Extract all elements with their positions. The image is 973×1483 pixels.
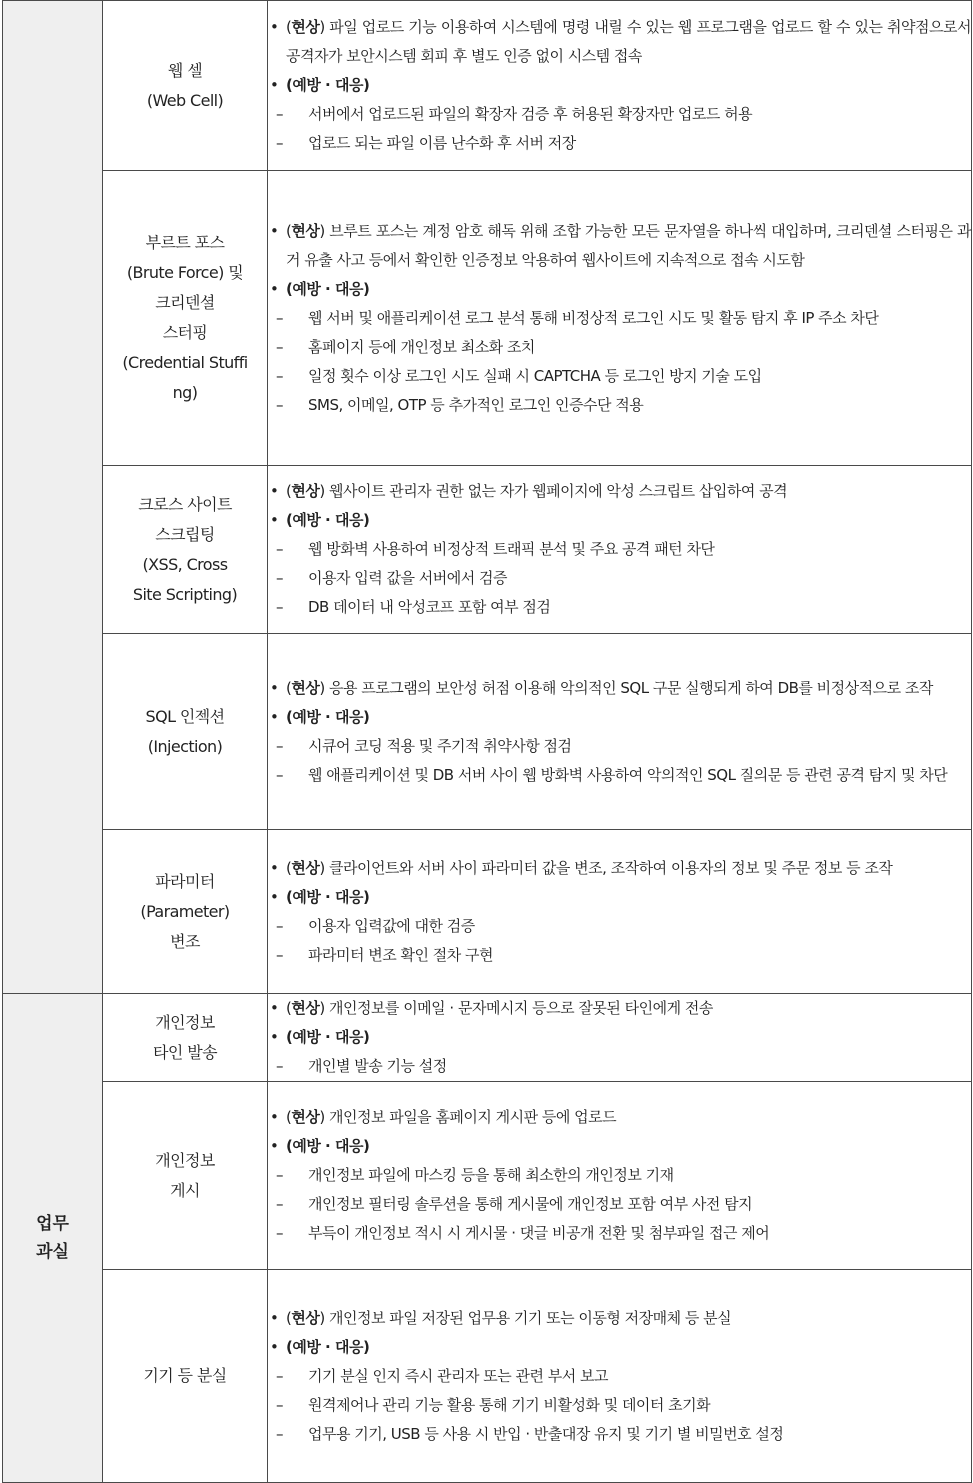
current-situation xyxy=(268,1304,971,1333)
threat-name-line: 스터핑 xyxy=(162,323,208,342)
threat-name-line: (Credential Stuffi xyxy=(122,353,248,372)
current-text: 브루트 포스는 계정 암호 해독 위해 조합 가능한 모든 문자열을 하나씩 대입하며, 크리덴셜 스터핑은 과거 유출 사고 등에서 확인한 인증정보 악용하여 웹사이트에 지속적으로 접속 시도함 xyxy=(286,221,971,269)
dash-marker: – xyxy=(276,1195,283,1213)
prevention-label: (예방 · 대응) xyxy=(286,887,370,906)
current-situation xyxy=(268,1103,971,1132)
table-row xyxy=(3,1270,972,1483)
table-row xyxy=(3,466,972,634)
current-label: 현상 xyxy=(291,678,320,697)
current-label: 현상 xyxy=(291,858,320,877)
threat-name-cell xyxy=(103,830,268,994)
current-label: 현상 xyxy=(291,1108,320,1126)
measure-text: 원격제어나 관리 기능 활용 통해 기기 비활성화 및 데이터 초기화 xyxy=(308,1395,711,1414)
bullet-marker: • xyxy=(270,1337,279,1356)
prevention-heading xyxy=(268,71,971,100)
dash-marker: – xyxy=(276,395,283,414)
paren-close: ) xyxy=(319,858,325,877)
paren-open: ( xyxy=(286,482,292,500)
threat-name-line: (Injection) xyxy=(147,736,223,756)
paren-close: ) xyxy=(319,1308,325,1327)
measure-item xyxy=(268,333,971,362)
measure-text: 기기 분실 인지 즉시 관리자 또는 관련 부서 보고 xyxy=(308,1366,608,1385)
paren-close: ) xyxy=(319,1108,325,1126)
measure-item xyxy=(268,1420,971,1449)
bullet-marker: • xyxy=(270,1028,279,1046)
measure-item xyxy=(268,761,971,790)
current-situation xyxy=(268,674,971,703)
measure-text: 업로드 되는 파일 이름 난수화 후 서버 저장 xyxy=(308,134,576,152)
threat-name-line: SQL 인젝션 xyxy=(145,706,225,726)
threat-name-line: 개인정보 xyxy=(155,1150,215,1170)
threat-name-line: 크리덴셜 xyxy=(155,293,215,312)
current-text: 개인정보 파일 저장된 업무용 기기 또는 이동형 저장매체 등 분실 xyxy=(324,1308,732,1327)
security-measures-table xyxy=(2,0,972,1483)
threat-name-line: (Parameter) xyxy=(140,901,230,921)
paren-close: ) xyxy=(319,999,325,1017)
prevention-label: (예방 · 대응) xyxy=(286,707,370,726)
current-label: 현상 xyxy=(291,482,320,500)
bullet-marker: • xyxy=(270,858,279,877)
threat-name-line: 타인 발송 xyxy=(153,1042,217,1062)
current-text: 개인정보 파일을 홈페이지 게시판 등에 업로드 xyxy=(324,1108,617,1126)
prevention-heading xyxy=(268,506,971,535)
threat-description-cell xyxy=(268,634,972,830)
measure-item xyxy=(268,1052,971,1081)
prevention-heading xyxy=(268,275,971,304)
threat-name-line: 부르트 포스 xyxy=(145,233,225,252)
measure-text: 부득이 개인정보 적시 시 게시물 · 댓글 비공개 전환 및 첨부파일 접근 제어 xyxy=(308,1224,770,1242)
dash-marker: – xyxy=(276,308,283,327)
prevention-heading xyxy=(268,883,971,912)
measure-text: SMS, 이메일, OTP 등 추가적인 로그인 인증수단 적용 xyxy=(308,395,644,414)
table-row xyxy=(3,1082,972,1270)
current-situation xyxy=(268,854,971,883)
paren-open: ( xyxy=(286,1308,292,1327)
measure-text: 업무용 기기, USB 등 사용 시 반입 · 반출대장 유지 및 기기 별 비밀번호 설정 xyxy=(308,1424,784,1443)
bullet-marker: • xyxy=(270,482,279,500)
current-text: 응용 프로그램의 보안성 허점 이용해 악의적인 SQL 구문 실행되게 하여 DB를 비정상적으로 조작 xyxy=(324,678,933,697)
measure-item xyxy=(268,129,971,158)
threat-name-line: Site Scripting) xyxy=(132,584,238,604)
paren-open: ( xyxy=(286,18,292,36)
measure-item xyxy=(268,535,971,564)
threat-name-cell xyxy=(103,466,268,634)
threat-name-line: 파라미터 xyxy=(155,871,215,891)
dash-marker: – xyxy=(276,736,283,755)
current-label: 현상 xyxy=(291,18,320,36)
paren-open: ( xyxy=(286,999,292,1017)
measure-item xyxy=(268,1391,971,1420)
threat-name-line: 웹 셀 xyxy=(167,60,203,80)
prevention-label: (예방 · 대응) xyxy=(286,511,370,529)
threat-description-cell xyxy=(268,994,972,1082)
category-cell-upper xyxy=(3,1,103,994)
current-situation xyxy=(268,477,971,506)
bullet-marker: • xyxy=(270,1108,279,1126)
paren-close: ) xyxy=(319,678,325,697)
table-row xyxy=(3,1,972,171)
dash-marker: – xyxy=(276,1224,283,1242)
measure-item xyxy=(268,391,971,420)
measure-item xyxy=(268,941,971,970)
prevention-label: (예방 · 대응) xyxy=(286,1028,370,1046)
threat-name-cell xyxy=(103,1270,268,1483)
bullet-marker: • xyxy=(270,678,279,697)
dash-marker: – xyxy=(276,337,283,356)
prevention-label: (예방 · 대응) xyxy=(286,279,370,298)
dash-marker: – xyxy=(276,765,283,784)
bullet-marker: • xyxy=(270,511,279,529)
measure-item xyxy=(268,100,971,129)
paren-open: ( xyxy=(286,678,292,697)
dash-marker: – xyxy=(276,1424,283,1443)
threat-name-line: 크로스 사이트 xyxy=(138,494,232,514)
current-text: 파일 업로드 기능 이용하여 시스템에 명령 내릴 수 있는 웹 프로그램을 업로드 할 수 있는 취약점으로서 공격자가 보안시스템 회피 후 별도 인증 없이 시스템 접속 xyxy=(286,18,971,65)
measure-text: 개인별 발송 기능 설정 xyxy=(308,1057,447,1075)
paren-open: ( xyxy=(286,858,292,877)
current-situation xyxy=(268,217,971,275)
threat-description-cell xyxy=(268,1,972,171)
dash-marker: – xyxy=(276,598,283,616)
paren-close: ) xyxy=(319,18,325,36)
paren-close: ) xyxy=(319,482,325,500)
threat-name-line: 기기 등 분실 xyxy=(143,1366,227,1385)
measure-text: 웹 서버 및 애플리케이션 로그 분석 통해 비정상적 로그인 시도 및 활동 탐지 후 IP 주소 차단 xyxy=(308,308,879,327)
measure-text: 시큐어 코딩 적용 및 주기적 취약사항 점검 xyxy=(308,736,572,755)
current-label: 현상 xyxy=(291,221,320,240)
threat-name-line: 게시 xyxy=(170,1180,200,1200)
paren-open: ( xyxy=(286,1108,292,1126)
dash-marker: – xyxy=(276,916,283,935)
category-label: 업무 과실 xyxy=(36,1214,69,1262)
bullet-marker: • xyxy=(270,707,279,726)
threat-description-cell xyxy=(268,1082,972,1270)
threat-name-cell xyxy=(103,1,268,171)
dash-marker: – xyxy=(276,1366,283,1385)
paren-close: ) xyxy=(319,221,325,240)
dash-marker: – xyxy=(276,1166,283,1184)
dash-marker: – xyxy=(276,1395,283,1414)
table-body xyxy=(3,1,972,1483)
table-row xyxy=(3,171,972,466)
dash-marker: – xyxy=(276,540,283,558)
threat-description-cell xyxy=(268,466,972,634)
current-text: 클라이언트와 서버 사이 파라미터 값을 변조, 조작하여 이용자의 정보 및 주문 정보 등 조작 xyxy=(324,858,893,877)
dash-marker: – xyxy=(276,569,283,587)
prevention-label: (예방 · 대응) xyxy=(286,76,370,94)
prevention-label: (예방 · 대응) xyxy=(286,1337,370,1356)
measure-text: 이용자 입력 값을 서버에서 검증 xyxy=(308,569,507,587)
threat-name-line: (Web Cell) xyxy=(146,90,224,110)
paren-open: ( xyxy=(286,221,292,240)
threat-name-line: 개인정보 xyxy=(155,1012,215,1032)
current-situation xyxy=(268,13,971,71)
measure-text: 일정 횟수 이상 로그인 시도 실패 시 CAPTCHA 등 로그인 방지 기술 도입 xyxy=(308,366,762,385)
threat-name-cell xyxy=(103,171,268,466)
current-situation xyxy=(268,994,971,1023)
measure-text: 웹 방화벽 사용하여 비정상적 트래픽 분석 및 주요 공격 패턴 차단 xyxy=(308,540,715,558)
threat-name-line: (XSS, Cross xyxy=(142,554,228,574)
bullet-marker: • xyxy=(270,887,279,906)
prevention-heading xyxy=(268,1333,971,1362)
measure-text: DB 데이터 내 악성코프 포함 여부 점검 xyxy=(308,598,551,616)
current-text: 개인정보를 이메일 · 문자메시지 등으로 잘못된 타인에게 전송 xyxy=(324,999,713,1017)
table-row xyxy=(3,994,972,1082)
measure-text: 홈페이지 등에 개인정보 최소화 조치 xyxy=(308,337,535,356)
threat-name-cell xyxy=(103,634,268,830)
measure-text: 개인정보 필터링 솔루션을 통해 게시물에 개인정보 포함 여부 사전 탐지 xyxy=(308,1195,753,1213)
threat-description-cell xyxy=(268,171,972,466)
measure-item xyxy=(268,732,971,761)
threat-name-line: (Brute Force) 및 xyxy=(126,263,244,282)
measure-item xyxy=(268,1190,971,1219)
measure-item xyxy=(268,912,971,941)
dash-marker: – xyxy=(276,105,283,123)
measure-item xyxy=(268,1219,971,1248)
threat-name-line: 스크립팅 xyxy=(155,524,215,544)
table-row xyxy=(3,830,972,994)
current-label: 현상 xyxy=(291,1308,320,1327)
bullet-marker: • xyxy=(270,76,279,94)
threat-name-cell xyxy=(103,1082,268,1270)
measure-text: 파라미터 변조 확인 절차 구현 xyxy=(308,945,493,964)
threat-description-cell xyxy=(268,830,972,994)
threat-description-cell xyxy=(268,1270,972,1483)
threat-name-line: 변조 xyxy=(170,931,200,951)
prevention-heading xyxy=(268,1132,971,1161)
measure-item xyxy=(268,593,971,622)
category-cell-work-negligence xyxy=(3,994,103,1483)
measure-item xyxy=(268,1362,971,1391)
measure-item xyxy=(268,304,971,333)
measure-text: 이용자 입력값에 대한 검증 xyxy=(308,916,475,935)
dash-marker: – xyxy=(276,945,283,964)
current-text: 웹사이트 관리자 권한 없는 자가 웹페이지에 악성 스크립트 삽입하여 공격 xyxy=(324,482,788,500)
measure-item xyxy=(268,1161,971,1190)
prevention-label: (예방 · 대응) xyxy=(286,1137,370,1155)
bullet-marker: • xyxy=(270,1137,279,1155)
bullet-marker: • xyxy=(270,999,279,1017)
dash-marker: – xyxy=(276,134,283,152)
measure-text: 서버에서 업로드된 파일의 확장자 검증 후 허용된 확장자만 업로드 허용 xyxy=(308,105,753,123)
bullet-marker: • xyxy=(270,1308,279,1327)
prevention-heading xyxy=(268,703,971,732)
bullet-marker: • xyxy=(270,18,279,36)
bullet-marker: • xyxy=(270,279,279,298)
table-row xyxy=(3,634,972,830)
threat-name-cell xyxy=(103,994,268,1082)
threat-name-line: ng) xyxy=(172,383,198,402)
dash-marker: – xyxy=(276,366,283,385)
prevention-heading xyxy=(268,1023,971,1052)
measure-item xyxy=(268,362,971,391)
bullet-marker: • xyxy=(270,221,279,240)
measure-text: 개인정보 파일에 마스킹 등을 통해 최소한의 개인정보 기재 xyxy=(308,1166,674,1184)
current-label: 현상 xyxy=(291,999,320,1017)
measure-text: 웹 애플리케이션 및 DB 서버 사이 웹 방화벽 사용하여 악의적인 SQL 질의문 등 관련 공격 탐지 및 차단 xyxy=(308,765,948,784)
dash-marker: – xyxy=(276,1057,283,1075)
measure-item xyxy=(268,564,971,593)
